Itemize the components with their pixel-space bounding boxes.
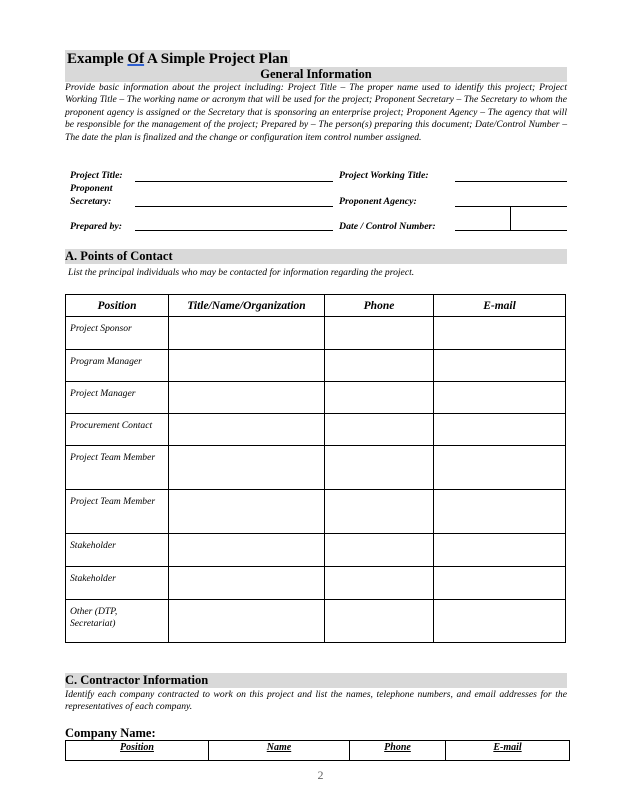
phone-cell[interactable] (325, 490, 434, 534)
table-row (66, 490, 566, 534)
contractor-column-phone: Phone (350, 741, 446, 761)
contractor-table-header-row (66, 741, 570, 761)
phone-cell[interactable] (325, 414, 434, 446)
page-number: 2 (317, 768, 324, 782)
position-cell: Program Manager (66, 350, 169, 382)
title-name-org-cell[interactable] (169, 382, 325, 414)
project-working-title-label: Project Working Title: (339, 170, 429, 181)
phone-cell[interactable] (325, 446, 434, 490)
email-cell[interactable] (434, 600, 566, 643)
column-header-title-name-org: Title/Name/Organization (169, 295, 325, 317)
contractor-column-name: Name (209, 741, 350, 761)
title-name-org-cell[interactable] (169, 567, 325, 600)
proponent-agency-field[interactable] (455, 206, 567, 207)
proponent-label-line1: Proponent (70, 183, 113, 194)
date-control-divider (510, 206, 511, 230)
title-name-org-cell[interactable] (169, 534, 325, 567)
phone-cell[interactable] (325, 317, 434, 350)
section-c-heading (65, 673, 567, 688)
points-of-contact-table (65, 294, 566, 643)
phone-cell[interactable] (325, 382, 434, 414)
contractor-table (65, 740, 570, 761)
company-name-label: Company Name: (65, 726, 156, 740)
email-cell[interactable] (434, 534, 566, 567)
position-cell: Procurement Contact (66, 414, 169, 446)
title-name-org-cell[interactable] (169, 350, 325, 382)
column-header-email: E-mail (434, 295, 566, 317)
date-control-field[interactable] (455, 230, 567, 231)
table-row (66, 534, 566, 567)
general-information-heading: General Information (65, 67, 567, 82)
position-cell: Stakeholder (66, 567, 169, 600)
email-cell[interactable] (434, 490, 566, 534)
title-part2: A Simple Project Plan (144, 51, 288, 67)
proponent-secretary-field[interactable] (135, 206, 333, 207)
table-row (66, 382, 566, 414)
phone-cell[interactable] (325, 567, 434, 600)
position-cell: Project Manager (66, 382, 169, 414)
general-information-description: Provide basic information about the project including: Project Title – The proper name used to identify this project; Project Working Title – The working name or acronym that will be used for the project; Proponent Secretary – The Secretary to whom the proponent agency is assigned or the Secretary that is sponsoring an enterprise project; Proponent Agency – The agency that will be responsible for the management of the project; Prepared by – The person(s) preparing this document; Date/Control Number – The date the plan is finalized and the change or configuration item control number assigned. (65, 82, 567, 143)
email-cell[interactable] (434, 446, 566, 490)
position-cell: Project Team Member (66, 490, 169, 534)
email-cell[interactable] (434, 414, 566, 446)
table-row (66, 414, 566, 446)
title-name-org-cell[interactable] (169, 446, 325, 490)
title-of-word: Of (127, 51, 145, 67)
phone-cell[interactable] (325, 534, 434, 567)
contractor-column-email: E-mail (446, 741, 570, 761)
project-title-field[interactable] (135, 181, 333, 182)
column-header-position: Position (66, 295, 169, 317)
email-cell[interactable] (434, 350, 566, 382)
section-c-heading-text: C. Contractor Information (65, 673, 209, 687)
section-a-heading-text: A. Points of Contact (65, 249, 173, 263)
proponent-label-line2: Secretary: (70, 196, 112, 207)
prepared-by-field[interactable] (135, 230, 333, 231)
document-title (65, 50, 290, 68)
phone-cell[interactable] (325, 350, 434, 382)
section-a-heading (65, 249, 567, 264)
table-row (66, 600, 566, 643)
position-cell: Project Sponsor (66, 317, 169, 350)
section-a-description: List the principal individuals who may be contacted for information regarding the project. (68, 267, 415, 278)
position-cell: Stakeholder (66, 534, 169, 567)
section-c-description: Identify each company contracted to work on this project and list the names, telephone numbers, and email addresses for the representatives of each company. (65, 689, 567, 713)
project-working-title-field[interactable] (455, 181, 567, 182)
title-part1: Example (67, 51, 128, 67)
title-name-org-cell[interactable] (169, 600, 325, 643)
phone-cell[interactable] (325, 600, 434, 643)
table-row (66, 567, 566, 600)
title-name-org-cell[interactable] (169, 317, 325, 350)
title-name-org-cell[interactable] (169, 490, 325, 534)
project-title-label: Project Title: (70, 170, 123, 181)
proponent-agency-label: Proponent Agency: (339, 196, 417, 207)
position-cell: Other (DTP, Secretariat) (66, 600, 169, 643)
position-cell: Project Team Member (66, 446, 169, 490)
email-cell[interactable] (434, 567, 566, 600)
date-control-label: Date / Control Number: (339, 221, 436, 232)
prepared-by-label: Prepared by: (70, 221, 122, 232)
contractor-column-position: Position (66, 741, 209, 761)
column-header-phone: Phone (325, 295, 434, 317)
table-row (66, 317, 566, 350)
title-name-org-cell[interactable] (169, 414, 325, 446)
table-row (66, 350, 566, 382)
table-header-row (66, 295, 566, 317)
email-cell[interactable] (434, 382, 566, 414)
email-cell[interactable] (434, 317, 566, 350)
table-row (66, 446, 566, 490)
